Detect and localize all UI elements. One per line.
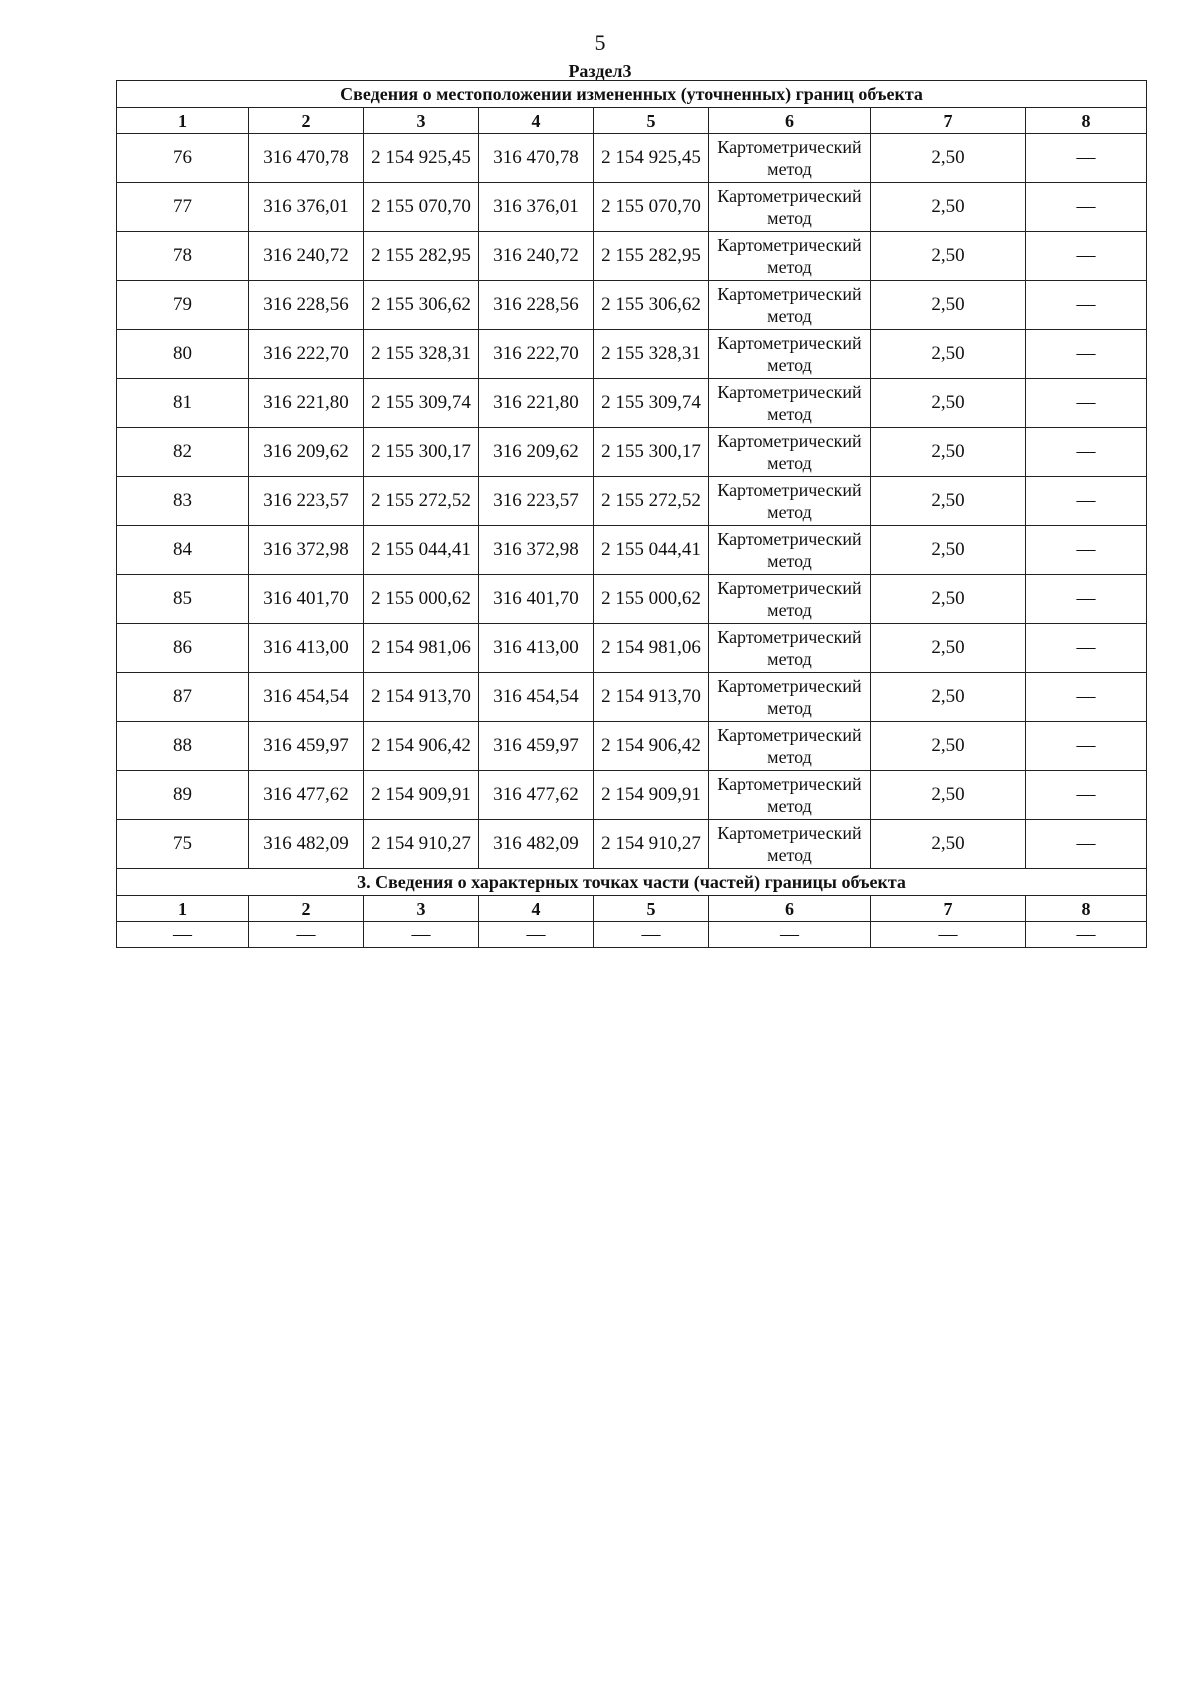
table1-cell: 82 (117, 428, 249, 477)
table2-cell: — (1026, 922, 1147, 948)
table1-cell: Картометрический метод (709, 379, 871, 428)
table1-cell: Картометрический метод (709, 673, 871, 722)
table1-row (117, 673, 1147, 722)
table1-cell: 2,50 (871, 526, 1026, 575)
table1-cell: 2 155 309,74 (594, 379, 709, 428)
table1-cell: 2 154 925,45 (594, 134, 709, 183)
table1-header-cell: 3 (364, 108, 479, 134)
table1-cell: Картометрический метод (709, 428, 871, 477)
table1-cell: Картометрический метод (709, 526, 871, 575)
table1-row (117, 722, 1147, 771)
table1-cell: 2 154 913,70 (364, 673, 479, 722)
table1-cell: 2 154 909,91 (594, 771, 709, 820)
table1-cell: 78 (117, 232, 249, 281)
table1-cell: 2,50 (871, 722, 1026, 771)
table1-header-row (117, 108, 1147, 134)
table2-cell: — (479, 922, 594, 948)
table1-cell: Картометрический метод (709, 624, 871, 673)
table1-cell: 2,50 (871, 281, 1026, 330)
table1-cell: 77 (117, 183, 249, 232)
table1-cell: — (1026, 673, 1147, 722)
table1-cell: 316 470,78 (249, 134, 364, 183)
table1-cell: 2 155 300,17 (364, 428, 479, 477)
table2-cell: — (594, 922, 709, 948)
table1-cell: 84 (117, 526, 249, 575)
table1-cell: 2,50 (871, 134, 1026, 183)
table1-cell: 2 155 282,95 (364, 232, 479, 281)
table1-cell: 2 154 906,42 (364, 722, 479, 771)
table2-header-cell: 8 (1026, 896, 1147, 922)
table1-cell: — (1026, 722, 1147, 771)
table1-cell: 2 155 000,62 (594, 575, 709, 624)
table1-cell: 2 155 306,62 (364, 281, 479, 330)
table1-cell: 316 470,78 (479, 134, 594, 183)
table1-row (117, 575, 1147, 624)
table1-row (117, 820, 1147, 869)
table1-cell: 76 (117, 134, 249, 183)
table1-cell: Картометрический метод (709, 820, 871, 869)
table1-cell: 316 376,01 (249, 183, 364, 232)
table2-header-cell: 5 (594, 896, 709, 922)
table1-cell: 316 477,62 (249, 771, 364, 820)
table1-cell: 316 401,70 (249, 575, 364, 624)
table2-header-cell: 3 (364, 896, 479, 922)
table1-cell: 2 155 272,52 (594, 477, 709, 526)
table1-cell: 2 155 328,31 (594, 330, 709, 379)
table1-cell: 80 (117, 330, 249, 379)
table2-header-cell: 4 (479, 896, 594, 922)
table1-cell: 2 154 910,27 (364, 820, 479, 869)
table1-cell: — (1026, 330, 1147, 379)
table1-cell: 2,50 (871, 673, 1026, 722)
table1-header-cell: 2 (249, 108, 364, 134)
table1-cell: 86 (117, 624, 249, 673)
table1-cell: 2,50 (871, 232, 1026, 281)
table1-header-cell: 5 (594, 108, 709, 134)
table1-cell: 2 154 981,06 (594, 624, 709, 673)
table1-cell: 316 240,72 (249, 232, 364, 281)
table1-cell: Картометрический метод (709, 281, 871, 330)
table2-header-cell: 1 (117, 896, 249, 922)
table1-cell: — (1026, 428, 1147, 477)
table1-cell: Картометрический метод (709, 232, 871, 281)
table1-header-cell: 4 (479, 108, 594, 134)
table1-cell: Картометрический метод (709, 575, 871, 624)
table1-cell: — (1026, 575, 1147, 624)
table1-cell: 316 372,98 (249, 526, 364, 575)
table2-title: 3. Сведения о характерных точках части (частей) границы объекта (117, 869, 1147, 896)
table1-cell: 316 223,57 (249, 477, 364, 526)
table1-cell: 2,50 (871, 624, 1026, 673)
table1-cell: 2,50 (871, 183, 1026, 232)
table2-cell: — (117, 922, 249, 948)
table1-cell: 316 454,54 (249, 673, 364, 722)
table1-cell: 83 (117, 477, 249, 526)
table1-cell: Картометрический метод (709, 183, 871, 232)
table1-cell: 316 240,72 (479, 232, 594, 281)
table1-cell: 2 155 300,17 (594, 428, 709, 477)
table1-cell: 2,50 (871, 428, 1026, 477)
table1-cell: 2 155 272,52 (364, 477, 479, 526)
table1-cell: 2 154 981,06 (364, 624, 479, 673)
table2-cell: — (364, 922, 479, 948)
table2-cell: — (709, 922, 871, 948)
table1-cell: 2,50 (871, 771, 1026, 820)
table1-cell: 316 372,98 (479, 526, 594, 575)
table2-cell: — (249, 922, 364, 948)
section-title: Раздел3 (568, 61, 632, 81)
table1-cell: 2,50 (871, 330, 1026, 379)
table1-cell: 79 (117, 281, 249, 330)
table1-cell: — (1026, 134, 1147, 183)
table1-header-cell: 6 (709, 108, 871, 134)
table1-cell: Картометрический метод (709, 330, 871, 379)
table1-row (117, 526, 1147, 575)
table1-cell: 87 (117, 673, 249, 722)
table1-cell: 316 222,70 (479, 330, 594, 379)
table1-header-cell: 8 (1026, 108, 1147, 134)
table2-header-cell: 2 (249, 896, 364, 922)
table1-cell: 2 155 044,41 (594, 526, 709, 575)
table1-cell: — (1026, 820, 1147, 869)
table1-cell: 2,50 (871, 820, 1026, 869)
table1-cell: 316 459,97 (249, 722, 364, 771)
table1-row (117, 771, 1147, 820)
table1-cell: 316 454,54 (479, 673, 594, 722)
table1-cell: 316 459,97 (479, 722, 594, 771)
table1-cell: — (1026, 232, 1147, 281)
table1-cell: 316 482,09 (249, 820, 364, 869)
table1-header-cell: 1 (117, 108, 249, 134)
table1-cell: 88 (117, 722, 249, 771)
table1-cell: — (1026, 183, 1147, 232)
table1-cell: 81 (117, 379, 249, 428)
table1-cell: 2 154 925,45 (364, 134, 479, 183)
table1-cell: 75 (117, 820, 249, 869)
table1-cell: 2 155 306,62 (594, 281, 709, 330)
table1-cell: 316 413,00 (249, 624, 364, 673)
table1-row (117, 183, 1147, 232)
table1-cell: 2 155 309,74 (364, 379, 479, 428)
table1-cell: 316 482,09 (479, 820, 594, 869)
table1-cell: 2,50 (871, 379, 1026, 428)
table1-cell: 2 154 906,42 (594, 722, 709, 771)
table1-cell: 316 223,57 (479, 477, 594, 526)
table1-header-cell: 7 (871, 108, 1026, 134)
table1-row (117, 379, 1147, 428)
table1-row (117, 428, 1147, 477)
table1-cell: 316 228,56 (479, 281, 594, 330)
table1-cell: 85 (117, 575, 249, 624)
table1-cell: 2,50 (871, 575, 1026, 624)
table1-cell: 316 477,62 (479, 771, 594, 820)
table1-row (117, 330, 1147, 379)
table1-row (117, 624, 1147, 673)
table1-cell: — (1026, 477, 1147, 526)
table1-cell: 316 221,80 (249, 379, 364, 428)
table1-cell: Картометрический метод (709, 477, 871, 526)
table1-cell: 2 155 328,31 (364, 330, 479, 379)
table1-cell: 2 155 070,70 (364, 183, 479, 232)
table2-header-cell: 6 (709, 896, 871, 922)
table1-cell: 316 222,70 (249, 330, 364, 379)
table2-cell: — (871, 922, 1026, 948)
table1-cell: 2 155 000,62 (364, 575, 479, 624)
table1-cell: 89 (117, 771, 249, 820)
table1-cell: — (1026, 771, 1147, 820)
table1-cell: 316 209,62 (479, 428, 594, 477)
table1-cell: 316 209,62 (249, 428, 364, 477)
table1-cell: 2 154 913,70 (594, 673, 709, 722)
table1-cell: 316 228,56 (249, 281, 364, 330)
table1-cell: — (1026, 624, 1147, 673)
table1-row (117, 281, 1147, 330)
coordinates-table (116, 80, 1147, 948)
table1-cell: 2 155 070,70 (594, 183, 709, 232)
table1-cell: Картометрический метод (709, 722, 871, 771)
table1-cell: Картометрический метод (709, 134, 871, 183)
table1-row (117, 134, 1147, 183)
table1-cell: 316 413,00 (479, 624, 594, 673)
table1-cell: — (1026, 526, 1147, 575)
table1-cell: 2 155 282,95 (594, 232, 709, 281)
table1-cell: 2,50 (871, 477, 1026, 526)
table1-cell: 316 376,01 (479, 183, 594, 232)
table1-cell: — (1026, 379, 1147, 428)
table2-row (117, 922, 1147, 948)
table1-cell: 316 221,80 (479, 379, 594, 428)
table1-row (117, 477, 1147, 526)
table1-cell: 2 154 909,91 (364, 771, 479, 820)
table1-cell: 2 154 910,27 (594, 820, 709, 869)
page-number: 5 (594, 30, 606, 55)
table1-title: Сведения о местоположении измененных (уточненных) границ объекта (117, 81, 1147, 108)
table1-cell: Картометрический метод (709, 771, 871, 820)
table1-row (117, 232, 1147, 281)
table1-cell: 316 401,70 (479, 575, 594, 624)
table1-cell: — (1026, 281, 1147, 330)
table2-header-row (117, 896, 1147, 922)
table1-cell: 2 155 044,41 (364, 526, 479, 575)
table2-header-cell: 7 (871, 896, 1026, 922)
